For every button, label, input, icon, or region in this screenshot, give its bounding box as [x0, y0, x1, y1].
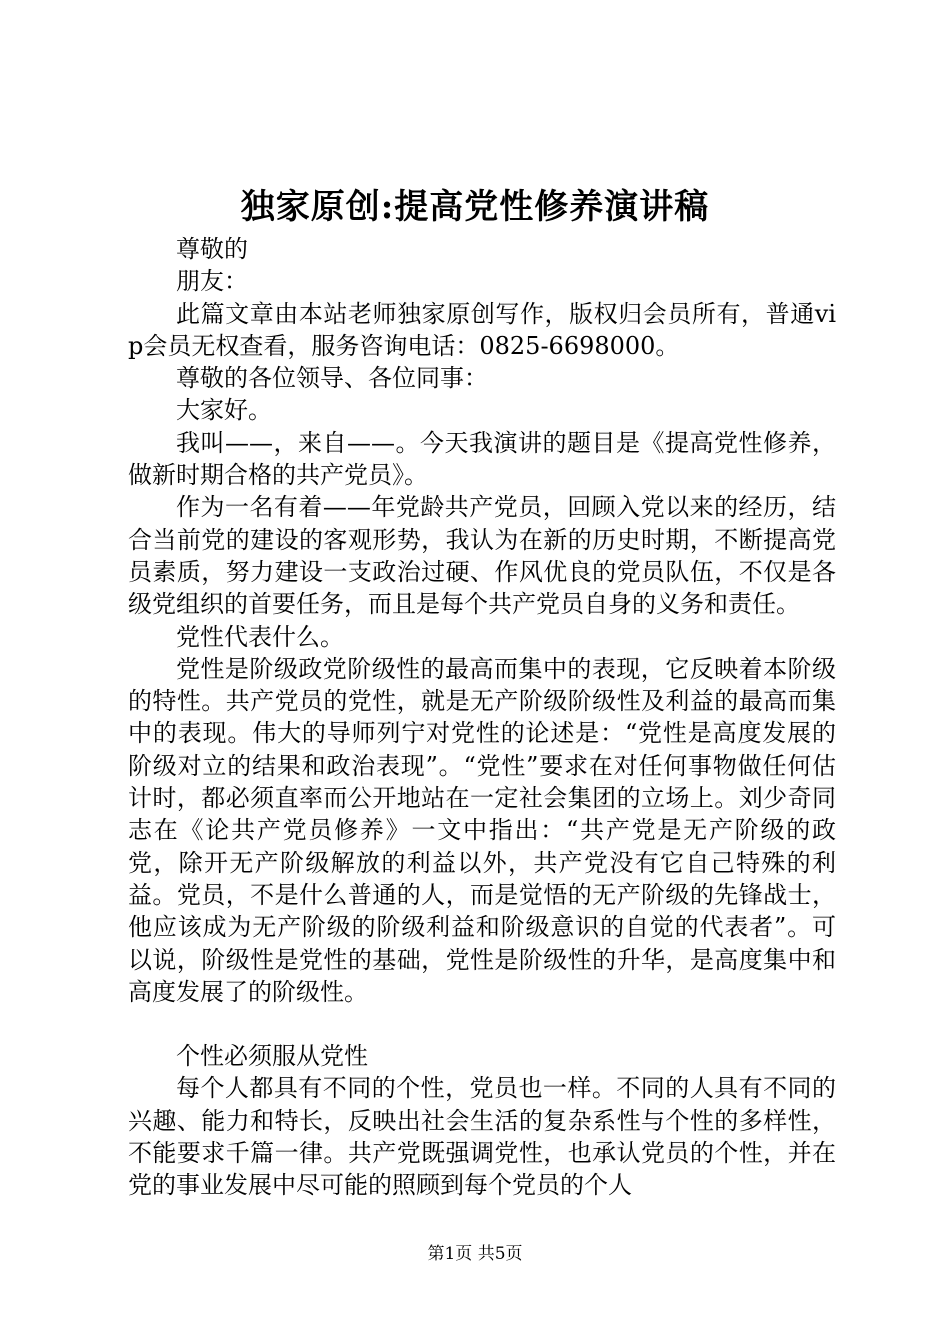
- section-heading-individuality: 个性必须服从党性: [176, 1042, 368, 1071]
- paragraph-greeting: 尊敬的各位领导、各位同事：: [176, 364, 488, 393]
- paragraph-individuality: 每个人都具有不同的个性，党员也一样。不同的人具有不同的兴趣、能力和特长，反映出社会生活的复杂系性与个性的多样性，不能要求千篇一律。共产党既强调党性，也承认党员的个性，并在党的事业发展中尽可能的照顾到每个党员的个人: [128, 1074, 836, 1200]
- paragraph-copyright-notice: 此篇文章由本站老师独家原创写作，版权归会员所有，普通vip会员无权查看，服务咨询电话：0825-6698000。: [128, 299, 836, 360]
- page-title: 独家原创:提高党性修养演讲稿: [240, 187, 710, 227]
- paragraph-party-spirit: 党性是阶级政党阶级性的最高而集中的表现，它反映着本阶级的特性。共产党员的党性，就是无产阶级阶级性及利益的最高而集中的表现。伟大的导师列宁对党性的论述是：“党性是高度发展的阶级对立的结果和政治表现”。“党性”要求在对任何事物做任何估计时，都必须直率而公开地站在一定社会集团的立场上。刘少奇同志在《论共产党员修养》一文中指出：“共产党是无产阶级的政党，除开无产阶级解放的利益以外，共产党没有它自己特殊的利益。党员，不是什么普通的人，而是觉悟的无产阶级的先锋战士，他应该成为无产阶级的阶级利益和阶级意识的自觉的代表者”。可以说，阶级性是党性的基础，党性是阶级性的升华，是高度集中和高度发展了的阶级性。: [128, 654, 836, 1006]
- paragraph-review: 作为一名有着——年党龄共产党员，回顾入党以来的经历，结合当前党的建设的客观形势，我认为在新的历史时期，不断提高党员素质，努力建设一支政治过硬、作风优良的党员队伍，不仅是各级党组织的首要任务，而且是每个共产党员自身的义务和责任。: [128, 493, 836, 619]
- paragraph-introduction: 我叫——，来自——。今天我演讲的题目是《提高党性修养，做新时期合格的共产党员》。: [128, 428, 836, 490]
- section-heading-party-spirit: 党性代表什么。: [176, 622, 344, 651]
- document-body: [128, 233, 836, 1202]
- page-number-footer: 第1页 共5页: [427, 1244, 523, 1264]
- paragraph-salutation-2: 朋友：: [176, 267, 248, 296]
- paragraph-hello: 大家好。: [176, 396, 272, 425]
- paragraph-salutation-1: 尊敬的: [176, 235, 248, 263]
